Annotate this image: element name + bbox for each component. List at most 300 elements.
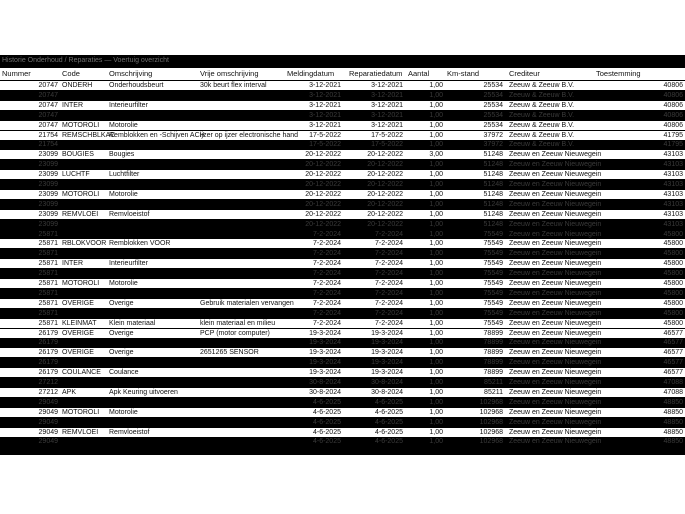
cell-crediteur[interactable]: Zeeuw en Zeeuw Nieuwegein bbox=[509, 151, 602, 159]
table-row[interactable] bbox=[0, 388, 685, 397]
cell-aantal[interactable]: 1,00 bbox=[429, 418, 443, 426]
cell-omschrijving[interactable]: Interieurfilter bbox=[109, 101, 148, 109]
cell-aantal[interactable]: 1,00 bbox=[429, 339, 443, 347]
table-row[interactable] bbox=[0, 348, 685, 357]
cell-nummer[interactable]: 25871 bbox=[38, 309, 58, 317]
table-row[interactable] bbox=[0, 200, 685, 209]
cell-km[interactable]: 102968 bbox=[479, 438, 503, 446]
cell-code[interactable]: ONDERH bbox=[62, 82, 93, 89]
cell-aantal[interactable]: 1,00 bbox=[429, 379, 443, 386]
table-row[interactable] bbox=[0, 131, 685, 140]
cell-melding[interactable]: 19-3-2024 bbox=[309, 369, 341, 377]
cell-km[interactable]: 75549 bbox=[483, 289, 503, 297]
cell-toestemming[interactable]: 48850 bbox=[663, 408, 683, 416]
cell-nummer[interactable]: 23099 bbox=[38, 161, 58, 169]
cell-km[interactable]: 37972 bbox=[483, 141, 503, 149]
cell-nummer[interactable]: 25871 bbox=[38, 250, 58, 258]
cell-omschrijving[interactable]: Motorolie bbox=[109, 280, 138, 287]
cell-melding[interactable]: 7-2-2024 bbox=[312, 270, 341, 278]
cell-km[interactable]: 78899 bbox=[483, 369, 503, 377]
cell-toestemming[interactable]: 43103 bbox=[663, 181, 683, 188]
cell-reparatie[interactable]: 20-12-2022 bbox=[367, 181, 403, 188]
cell-melding[interactable]: 17-5-2022 bbox=[309, 141, 341, 149]
cell-aantal[interactable]: 1,00 bbox=[429, 280, 443, 287]
cell-nummer[interactable]: 23099 bbox=[38, 190, 58, 198]
table-row[interactable] bbox=[0, 101, 685, 110]
cell-melding[interactable]: 4-6-2025 bbox=[312, 398, 341, 406]
cell-toestemming[interactable]: 40806 bbox=[663, 91, 683, 99]
cell-aantal[interactable]: 1,00 bbox=[429, 329, 443, 337]
cell-code[interactable]: MOTOROLI bbox=[62, 190, 100, 198]
cell-melding[interactable]: 4-6-2025 bbox=[312, 428, 341, 436]
cell-melding[interactable]: 20-12-2022 bbox=[305, 220, 341, 228]
cell-code[interactable]: REMVLOEI bbox=[62, 428, 99, 436]
cell-aantal[interactable]: 1,00 bbox=[429, 319, 443, 327]
cell-omschrijving[interactable]: Motorolie bbox=[109, 190, 138, 198]
cell-nummer[interactable]: 26179 bbox=[38, 359, 58, 367]
cell-toestemming[interactable]: 45800 bbox=[663, 289, 683, 297]
table-row[interactable] bbox=[0, 428, 685, 437]
cell-crediteur[interactable]: Zeeuw & Zeeuw B.V. bbox=[509, 82, 575, 89]
cell-crediteur[interactable]: Zeeuw en Zeeuw Nieuwegein bbox=[509, 309, 602, 317]
cell-nummer[interactable]: 25871 bbox=[38, 299, 58, 307]
cell-reparatie[interactable]: 20-12-2022 bbox=[367, 200, 403, 208]
cell-km[interactable]: 75549 bbox=[483, 319, 503, 327]
cell-nummer[interactable]: 25871 bbox=[38, 240, 58, 248]
cell-aantal[interactable]: 1,00 bbox=[429, 359, 443, 367]
table-row[interactable] bbox=[0, 378, 685, 387]
table-row[interactable] bbox=[0, 269, 685, 278]
cell-km[interactable]: 78899 bbox=[483, 349, 503, 357]
cell-toestemming[interactable]: 41795 bbox=[663, 131, 683, 139]
cell-code[interactable]: REMSCHBLKAC bbox=[62, 131, 116, 139]
cell-omschrijving[interactable]: Overige bbox=[109, 299, 134, 307]
cell-toestemming[interactable]: 41795 bbox=[663, 141, 683, 149]
cell-crediteur[interactable]: Zeeuw en Zeeuw Nieuwegein bbox=[509, 220, 602, 228]
header-meldingdatum[interactable]: Meldingdatum bbox=[287, 69, 335, 78]
cell-toestemming[interactable]: 46577 bbox=[663, 329, 683, 337]
cell-melding[interactable]: 30-8-2024 bbox=[309, 379, 341, 386]
cell-reparatie[interactable]: 3-12-2021 bbox=[371, 111, 403, 119]
cell-omschrijving[interactable]: Coulance bbox=[109, 369, 139, 377]
table-row[interactable] bbox=[0, 279, 685, 288]
cell-aantal[interactable]: 1,00 bbox=[429, 230, 443, 238]
cell-reparatie[interactable]: 20-12-2022 bbox=[367, 161, 403, 169]
cell-reparatie[interactable]: 19-3-2024 bbox=[371, 329, 403, 337]
cell-toestemming[interactable]: 45800 bbox=[663, 280, 683, 287]
cell-aantal[interactable]: 1,00 bbox=[429, 220, 443, 228]
table-row[interactable] bbox=[0, 398, 685, 407]
cell-reparatie[interactable]: 3-12-2021 bbox=[371, 101, 403, 109]
cell-melding[interactable]: 19-3-2024 bbox=[309, 359, 341, 367]
cell-km[interactable]: 75549 bbox=[483, 280, 503, 287]
cell-melding[interactable]: 4-6-2025 bbox=[312, 408, 341, 416]
cell-aantal[interactable]: 1,00 bbox=[429, 309, 443, 317]
cell-aantal[interactable]: 1,00 bbox=[429, 161, 443, 169]
cell-reparatie[interactable]: 19-3-2024 bbox=[371, 359, 403, 367]
cell-omschrijving[interactable]: Motorolie bbox=[109, 121, 138, 129]
cell-toestemming[interactable]: 46577 bbox=[663, 359, 683, 367]
cell-aantal[interactable]: 1,00 bbox=[429, 428, 443, 436]
cell-km[interactable]: 51248 bbox=[483, 200, 503, 208]
cell-reparatie[interactable]: 4-6-2025 bbox=[374, 428, 403, 436]
cell-crediteur[interactable]: Zeeuw en Zeeuw Nieuwegein bbox=[509, 230, 602, 238]
cell-melding[interactable]: 19-3-2024 bbox=[309, 329, 341, 337]
cell-melding[interactable]: 20-12-2022 bbox=[305, 181, 341, 188]
cell-melding[interactable]: 20-12-2022 bbox=[305, 161, 341, 169]
cell-omschrijving[interactable]: Remblokken VOOR bbox=[109, 240, 171, 248]
cell-omschrijving[interactable]: Luchtfilter bbox=[109, 171, 140, 179]
cell-km[interactable]: 25534 bbox=[483, 101, 503, 109]
cell-crediteur[interactable]: Zeeuw en Zeeuw Nieuwegein bbox=[509, 379, 602, 386]
cell-crediteur[interactable]: Zeeuw en Zeeuw Nieuwegein bbox=[509, 329, 602, 337]
cell-melding[interactable]: 7-2-2024 bbox=[312, 260, 341, 268]
cell-nummer[interactable]: 23099 bbox=[38, 220, 58, 228]
cell-crediteur[interactable]: Zeeuw en Zeeuw Nieuwegein bbox=[509, 349, 602, 357]
table-row[interactable] bbox=[0, 239, 685, 248]
cell-toestemming[interactable]: 48850 bbox=[663, 438, 683, 446]
cell-crediteur[interactable]: Zeeuw en Zeeuw Nieuwegein bbox=[509, 210, 602, 218]
cell-aantal[interactable]: 1,00 bbox=[429, 181, 443, 188]
cell-aantal[interactable]: 1,00 bbox=[429, 111, 443, 119]
cell-reparatie[interactable]: 3-12-2021 bbox=[371, 121, 403, 129]
cell-nummer[interactable]: 27212 bbox=[38, 388, 58, 396]
cell-code[interactable]: OVERIGE bbox=[62, 329, 94, 337]
cell-code[interactable]: APK bbox=[62, 388, 77, 396]
table-row[interactable] bbox=[0, 180, 685, 189]
cell-nummer[interactable]: 20747 bbox=[38, 111, 58, 119]
table-row[interactable] bbox=[0, 329, 685, 338]
cell-reparatie[interactable]: 30-8-2024 bbox=[371, 379, 403, 386]
cell-crediteur[interactable]: Zeeuw & Zeeuw B.V. bbox=[509, 101, 575, 109]
cell-nummer[interactable]: 25871 bbox=[38, 289, 58, 297]
table-row[interactable] bbox=[0, 289, 685, 298]
cell-code[interactable]: RBLOKVOOR bbox=[62, 240, 107, 248]
cell-melding[interactable]: 7-2-2024 bbox=[312, 289, 341, 297]
cell-toestemming[interactable]: 40806 bbox=[663, 111, 683, 119]
cell-melding[interactable]: 3-12-2021 bbox=[309, 121, 341, 129]
table-row[interactable] bbox=[0, 220, 685, 229]
cell-nummer[interactable]: 29049 bbox=[38, 438, 58, 446]
cell-melding[interactable]: 3-12-2021 bbox=[309, 82, 341, 89]
cell-code[interactable]: OVERIGE bbox=[62, 349, 94, 357]
cell-crediteur[interactable]: Zeeuw en Zeeuw Nieuwegein bbox=[509, 408, 602, 416]
cell-crediteur[interactable]: Zeeuw en Zeeuw Nieuwegein bbox=[509, 319, 602, 327]
cell-km[interactable]: 51248 bbox=[483, 181, 503, 188]
cell-km[interactable]: 75549 bbox=[483, 230, 503, 238]
table-row[interactable] bbox=[0, 150, 685, 159]
cell-toestemming[interactable]: 43103 bbox=[663, 161, 683, 169]
cell-reparatie[interactable]: 3-12-2021 bbox=[371, 82, 403, 89]
table-row[interactable] bbox=[0, 408, 685, 417]
cell-toestemming[interactable]: 45800 bbox=[663, 309, 683, 317]
table-row[interactable] bbox=[0, 299, 685, 308]
cell-code[interactable]: MOTOROLI bbox=[62, 121, 100, 129]
table-row[interactable] bbox=[0, 249, 685, 258]
cell-aantal[interactable]: 1,00 bbox=[429, 190, 443, 198]
cell-km[interactable]: 25534 bbox=[483, 111, 503, 119]
cell-reparatie[interactable]: 7-2-2024 bbox=[374, 250, 403, 258]
cell-omschrijving[interactable]: Klein materiaal bbox=[109, 319, 156, 327]
cell-aantal[interactable]: 1,00 bbox=[429, 289, 443, 297]
cell-omschrijving[interactable]: Motorolie bbox=[109, 408, 138, 416]
cell-vrije[interactable]: klein materiaal en milieu bbox=[200, 319, 276, 327]
cell-omschrijving[interactable]: Bougies bbox=[109, 151, 135, 159]
table-row[interactable] bbox=[0, 170, 685, 179]
cell-omschrijving[interactable]: Overige bbox=[109, 349, 134, 357]
cell-km[interactable]: 75549 bbox=[483, 309, 503, 317]
cell-nummer[interactable]: 29049 bbox=[38, 428, 58, 436]
header-aantal[interactable]: Aantal bbox=[408, 69, 430, 78]
table-row[interactable] bbox=[0, 160, 685, 169]
cell-crediteur[interactable]: Zeeuw en Zeeuw Nieuwegein bbox=[509, 240, 602, 248]
cell-toestemming[interactable]: 48850 bbox=[663, 398, 683, 406]
header-reparatiedatum[interactable]: Reparatiedatum bbox=[349, 69, 403, 78]
cell-km[interactable]: 78899 bbox=[483, 359, 503, 367]
cell-melding[interactable]: 7-2-2024 bbox=[312, 299, 341, 307]
cell-toestemming[interactable]: 48850 bbox=[663, 418, 683, 426]
cell-reparatie[interactable]: 30-8-2024 bbox=[371, 388, 403, 396]
cell-crediteur[interactable]: Zeeuw & Zeeuw B.V. bbox=[509, 91, 575, 99]
cell-crediteur[interactable]: Zeeuw en Zeeuw Nieuwegein bbox=[509, 280, 602, 287]
cell-vrije[interactable]: ijzer op ijzer electronische hand bbox=[200, 131, 299, 139]
cell-reparatie[interactable]: 4-6-2025 bbox=[374, 408, 403, 416]
cell-nummer[interactable]: 23099 bbox=[38, 171, 58, 179]
cell-reparatie[interactable]: 20-12-2022 bbox=[367, 171, 403, 179]
cell-crediteur[interactable]: Zeeuw en Zeeuw Nieuwegein bbox=[509, 270, 602, 278]
cell-km[interactable]: 102968 bbox=[479, 398, 503, 406]
cell-nummer[interactable]: 27212 bbox=[38, 379, 58, 386]
cell-reparatie[interactable]: 7-2-2024 bbox=[374, 240, 403, 248]
cell-vrije[interactable]: Gebruik materialen vervangen bbox=[200, 299, 294, 307]
cell-aantal[interactable]: 1,00 bbox=[429, 398, 443, 406]
cell-toestemming[interactable]: 47088 bbox=[663, 379, 683, 386]
header-nummer[interactable]: Nummer bbox=[2, 69, 31, 78]
cell-km[interactable]: 51248 bbox=[483, 210, 503, 218]
cell-toestemming[interactable]: 45800 bbox=[663, 299, 683, 307]
cell-reparatie[interactable]: 7-2-2024 bbox=[374, 280, 403, 287]
cell-km[interactable]: 51248 bbox=[483, 190, 503, 198]
cell-km[interactable]: 102968 bbox=[479, 408, 503, 416]
cell-omschrijving[interactable]: Remvloeistof bbox=[109, 428, 150, 436]
cell-crediteur[interactable]: Zeeuw & Zeeuw B.V. bbox=[509, 111, 575, 119]
cell-aantal[interactable]: 1,00 bbox=[429, 141, 443, 149]
cell-melding[interactable]: 20-12-2022 bbox=[305, 190, 341, 198]
cell-km[interactable]: 51248 bbox=[483, 220, 503, 228]
cell-km[interactable]: 75549 bbox=[483, 260, 503, 268]
cell-melding[interactable]: 7-2-2024 bbox=[312, 230, 341, 238]
cell-km[interactable]: 75549 bbox=[483, 250, 503, 258]
table-row[interactable] bbox=[0, 210, 685, 219]
cell-omschrijving[interactable]: Interieurfilter bbox=[109, 260, 148, 268]
cell-code[interactable]: COULANCE bbox=[62, 369, 101, 377]
table-row[interactable] bbox=[0, 358, 685, 367]
cell-vrije[interactable]: 30k beurt flex interval bbox=[200, 82, 267, 89]
table-row[interactable] bbox=[0, 309, 685, 318]
table-row[interactable] bbox=[0, 140, 685, 149]
cell-aantal[interactable]: 1,00 bbox=[429, 210, 443, 218]
cell-reparatie[interactable]: 7-2-2024 bbox=[374, 270, 403, 278]
cell-toestemming[interactable]: 45800 bbox=[663, 230, 683, 238]
cell-aantal[interactable]: 1,00 bbox=[429, 408, 443, 416]
cell-crediteur[interactable]: Zeeuw en Zeeuw Nieuwegein bbox=[509, 190, 602, 198]
cell-melding[interactable]: 3-12-2021 bbox=[309, 101, 341, 109]
cell-aantal[interactable]: 1,00 bbox=[429, 250, 443, 258]
table-row[interactable] bbox=[0, 418, 685, 427]
cell-code[interactable]: INTER bbox=[62, 260, 83, 268]
cell-nummer[interactable]: 26179 bbox=[38, 329, 58, 337]
cell-melding[interactable]: 30-8-2024 bbox=[309, 388, 341, 396]
cell-melding[interactable]: 7-2-2024 bbox=[312, 250, 341, 258]
table-row[interactable] bbox=[0, 437, 685, 446]
cell-nummer[interactable]: 20747 bbox=[38, 91, 58, 99]
cell-crediteur[interactable]: Zeeuw & Zeeuw B.V. bbox=[509, 121, 575, 129]
cell-vrije[interactable]: PCP (motor computer) bbox=[200, 329, 270, 337]
cell-toestemming[interactable]: 48850 bbox=[663, 428, 683, 436]
cell-omschrijving[interactable]: Onderhoudsbeurt bbox=[109, 82, 164, 89]
cell-nummer[interactable]: 21754 bbox=[38, 131, 58, 139]
cell-melding[interactable]: 20-12-2022 bbox=[305, 151, 341, 159]
cell-toestemming[interactable]: 43103 bbox=[663, 151, 683, 159]
cell-reparatie[interactable]: 19-3-2024 bbox=[371, 339, 403, 347]
cell-reparatie[interactable]: 17-5-2022 bbox=[371, 131, 403, 139]
cell-nummer[interactable]: 23099 bbox=[38, 181, 58, 188]
cell-nummer[interactable]: 23099 bbox=[38, 151, 58, 159]
cell-code[interactable]: BOUGIES bbox=[62, 151, 94, 159]
cell-nummer[interactable]: 29049 bbox=[38, 418, 58, 426]
cell-nummer[interactable]: 29049 bbox=[38, 398, 58, 406]
cell-km[interactable]: 75549 bbox=[483, 299, 503, 307]
cell-nummer[interactable]: 21754 bbox=[38, 141, 58, 149]
cell-crediteur[interactable]: Zeeuw en Zeeuw Nieuwegein bbox=[509, 428, 602, 436]
cell-aantal[interactable]: 3,00 bbox=[429, 151, 443, 159]
cell-melding[interactable]: 20-12-2022 bbox=[305, 210, 341, 218]
cell-aantal[interactable]: 1,00 bbox=[429, 260, 443, 268]
cell-nummer[interactable]: 25871 bbox=[38, 230, 58, 238]
table-row[interactable] bbox=[0, 81, 685, 90]
cell-reparatie[interactable]: 3-12-2021 bbox=[371, 91, 403, 99]
cell-aantal[interactable]: 1,00 bbox=[429, 270, 443, 278]
cell-toestemming[interactable]: 46577 bbox=[663, 369, 683, 377]
cell-crediteur[interactable]: Zeeuw en Zeeuw Nieuwegein bbox=[509, 438, 602, 446]
cell-reparatie[interactable]: 20-12-2022 bbox=[367, 210, 403, 218]
cell-melding[interactable]: 7-2-2024 bbox=[312, 319, 341, 327]
cell-melding[interactable]: 17-5-2022 bbox=[309, 131, 341, 139]
cell-nummer[interactable]: 23099 bbox=[38, 210, 58, 218]
cell-reparatie[interactable]: 20-12-2022 bbox=[367, 220, 403, 228]
cell-toestemming[interactable]: 43103 bbox=[663, 200, 683, 208]
cell-crediteur[interactable]: Zeeuw en Zeeuw Nieuwegein bbox=[509, 418, 602, 426]
cell-reparatie[interactable]: 4-6-2025 bbox=[374, 418, 403, 426]
cell-reparatie[interactable]: 7-2-2024 bbox=[374, 319, 403, 327]
cell-code[interactable]: LUCHTF bbox=[62, 171, 90, 179]
cell-toestemming[interactable]: 43103 bbox=[663, 220, 683, 228]
header-code[interactable]: Code bbox=[62, 69, 80, 78]
cell-aantal[interactable]: 1,00 bbox=[429, 121, 443, 129]
cell-toestemming[interactable]: 45800 bbox=[663, 240, 683, 248]
cell-toestemming[interactable]: 40806 bbox=[663, 82, 683, 89]
cell-aantal[interactable]: 1,00 bbox=[429, 299, 443, 307]
cell-km[interactable]: 25534 bbox=[483, 91, 503, 99]
cell-toestemming[interactable]: 45800 bbox=[663, 270, 683, 278]
cell-reparatie[interactable]: 7-2-2024 bbox=[374, 289, 403, 297]
cell-reparatie[interactable]: 4-6-2025 bbox=[374, 398, 403, 406]
cell-reparatie[interactable]: 19-3-2024 bbox=[371, 369, 403, 377]
cell-km[interactable]: 25534 bbox=[483, 121, 503, 129]
cell-melding[interactable]: 4-6-2025 bbox=[312, 418, 341, 426]
cell-crediteur[interactable]: Zeeuw en Zeeuw Nieuwegein bbox=[509, 339, 602, 347]
cell-aantal[interactable]: 1,00 bbox=[429, 369, 443, 377]
cell-nummer[interactable]: 26179 bbox=[38, 349, 58, 357]
cell-crediteur[interactable]: Zeeuw en Zeeuw Nieuwegein bbox=[509, 359, 602, 367]
cell-km[interactable]: 85211 bbox=[484, 379, 503, 386]
cell-nummer[interactable]: 29049 bbox=[38, 408, 58, 416]
cell-km[interactable]: 102968 bbox=[479, 428, 503, 436]
cell-aantal[interactable]: 1,00 bbox=[429, 438, 443, 446]
cell-code[interactable]: MOTOROLI bbox=[62, 408, 100, 416]
cell-toestemming[interactable]: 45800 bbox=[663, 319, 683, 327]
cell-aantal[interactable]: 1,00 bbox=[429, 200, 443, 208]
cell-crediteur[interactable]: Zeeuw en Zeeuw Nieuwegein bbox=[509, 171, 602, 179]
header-crediteur[interactable]: Crediteur bbox=[509, 69, 540, 78]
cell-reparatie[interactable]: 7-2-2024 bbox=[374, 230, 403, 238]
cell-code[interactable]: KLEINMAT bbox=[62, 319, 97, 327]
cell-nummer[interactable]: 23099 bbox=[38, 200, 58, 208]
cell-omschrijving[interactable]: Apk Keuring uitvoeren bbox=[109, 388, 178, 396]
cell-km[interactable]: 51248 bbox=[483, 151, 503, 159]
cell-melding[interactable]: 20-12-2022 bbox=[305, 171, 341, 179]
cell-crediteur[interactable]: Zeeuw en Zeeuw Nieuwegein bbox=[509, 181, 602, 188]
cell-code[interactable]: INTER bbox=[62, 101, 83, 109]
cell-crediteur[interactable]: Zeeuw en Zeeuw Nieuwegein bbox=[509, 250, 602, 258]
header-toestemming[interactable]: Toestemming bbox=[596, 69, 641, 78]
cell-crediteur[interactable]: Zeeuw & Zeeuw B.V. bbox=[509, 131, 575, 139]
header-omschrijving[interactable]: Omschrijving bbox=[109, 69, 153, 78]
cell-melding[interactable]: 3-12-2021 bbox=[309, 111, 341, 119]
cell-vrije[interactable]: 2651265 SENSOR bbox=[200, 349, 259, 357]
cell-code[interactable]: REMVLOEI bbox=[62, 210, 99, 218]
cell-nummer[interactable]: 25871 bbox=[38, 270, 58, 278]
cell-crediteur[interactable]: Zeeuw en Zeeuw Nieuwegein bbox=[509, 289, 602, 297]
cell-reparatie[interactable]: 19-3-2024 bbox=[371, 349, 403, 357]
cell-crediteur[interactable]: Zeeuw & Zeeuw B.V. bbox=[509, 141, 575, 149]
cell-nummer[interactable]: 25871 bbox=[38, 280, 58, 287]
cell-toestemming[interactable]: 40806 bbox=[663, 121, 683, 129]
cell-aantal[interactable]: 1,00 bbox=[429, 91, 443, 99]
cell-toestemming[interactable]: 43103 bbox=[663, 190, 683, 198]
cell-melding[interactable]: 7-2-2024 bbox=[312, 240, 341, 248]
cell-toestemming[interactable]: 45800 bbox=[663, 260, 683, 268]
cell-code[interactable]: OVERIGE bbox=[62, 299, 94, 307]
table-row[interactable] bbox=[0, 91, 685, 100]
cell-nummer[interactable]: 25871 bbox=[38, 260, 58, 268]
cell-nummer[interactable]: 20747 bbox=[38, 121, 58, 129]
cell-km[interactable]: 75549 bbox=[483, 270, 503, 278]
cell-km[interactable]: 51248 bbox=[483, 171, 503, 179]
cell-omschrijving[interactable]: Overige bbox=[109, 329, 134, 337]
header-km-stand[interactable]: Km-stand bbox=[447, 69, 480, 78]
cell-km[interactable]: 37972 bbox=[483, 131, 503, 139]
cell-omschrijving[interactable]: Remblokken en -Schijven ACH bbox=[109, 131, 205, 139]
cell-crediteur[interactable]: Zeeuw en Zeeuw Nieuwegein bbox=[509, 299, 602, 307]
cell-toestemming[interactable]: 40806 bbox=[663, 101, 683, 109]
cell-crediteur[interactable]: Zeeuw en Zeeuw Nieuwegein bbox=[509, 398, 602, 406]
cell-toestemming[interactable]: 47088 bbox=[663, 388, 683, 396]
table-row[interactable] bbox=[0, 230, 685, 239]
cell-toestemming[interactable]: 46577 bbox=[663, 339, 683, 347]
table-row[interactable] bbox=[0, 338, 685, 347]
table-row[interactable] bbox=[0, 259, 685, 268]
